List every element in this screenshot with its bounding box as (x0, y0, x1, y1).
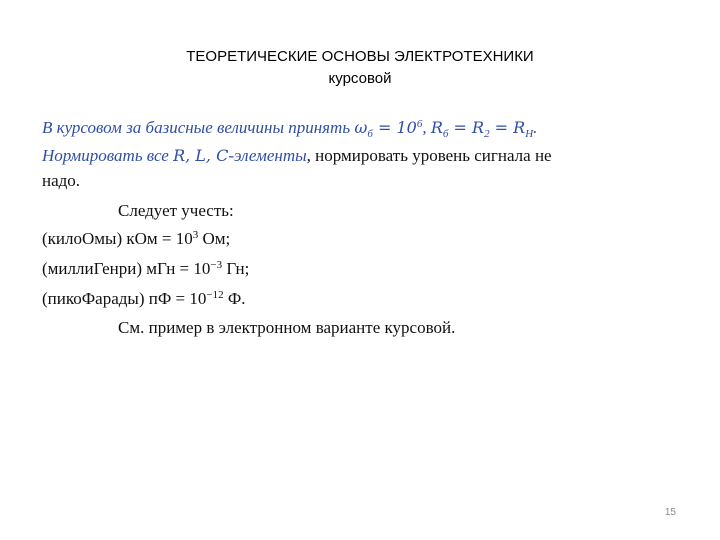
kiloohm-exponent: 3 (192, 229, 199, 241)
elements-suffix: -элементы (228, 146, 307, 165)
rlc-elements: R, L, C (173, 146, 229, 165)
millihenry-text: (миллиГенри) мГн = 10 (42, 259, 211, 278)
picofarad-unit: Ф. (223, 289, 246, 308)
body-line-example: См. пример в электронном варианте курсовой. (118, 318, 456, 337)
title-line-2: курсовой (328, 70, 392, 87)
omega-symbol: ω (354, 118, 368, 137)
millihenry-exponent: −3 (210, 259, 223, 271)
equals-2: = (489, 118, 514, 137)
picofarad-text: (пикоФарады) пФ = 10 (42, 289, 207, 308)
body-line-picofarad (42, 289, 246, 309)
period: . (533, 118, 538, 137)
slide-title (0, 46, 720, 90)
r-load-subscript: Н (525, 128, 534, 140)
body-line-kiloohm (42, 229, 230, 249)
r-load: R (513, 118, 526, 137)
r-basis-subscript: б (442, 128, 449, 140)
equals-1: = (448, 118, 473, 137)
body-line-millihenry (42, 259, 249, 279)
body-line-consider: Следует учесть: (118, 201, 234, 220)
signal-level-text: , нормировать уровень сигнала не (306, 146, 552, 165)
kiloohm-unit: Ом; (198, 229, 231, 248)
basis-text: В курсовом за базисные величины принять (42, 118, 355, 137)
page-number: 15 (664, 507, 676, 518)
normalize-text: Нормировать все (42, 146, 174, 165)
exponent-six: 6 (416, 118, 423, 130)
omega-subscript: б (367, 128, 373, 140)
body-line-not-needed: надо. (42, 171, 81, 190)
equals-ten: = 10 (372, 118, 417, 137)
separator: , (422, 118, 431, 137)
kiloohm-text: (килоОмы) кОм = 10 (42, 229, 193, 248)
title-line-1: ТЕОРЕТИЧЕСКИЕ ОСНОВЫ ЭЛЕКТРОТЕХНИКИ (186, 48, 534, 65)
picofarad-exponent: −12 (206, 289, 224, 301)
body-line-normalize (42, 146, 552, 166)
r-two-subscript: 2 (484, 128, 490, 140)
body-line-basis-values (42, 118, 537, 138)
millihenry-unit: Гн; (222, 259, 250, 278)
r-two: R (472, 118, 485, 137)
r-basis: R (430, 118, 443, 137)
